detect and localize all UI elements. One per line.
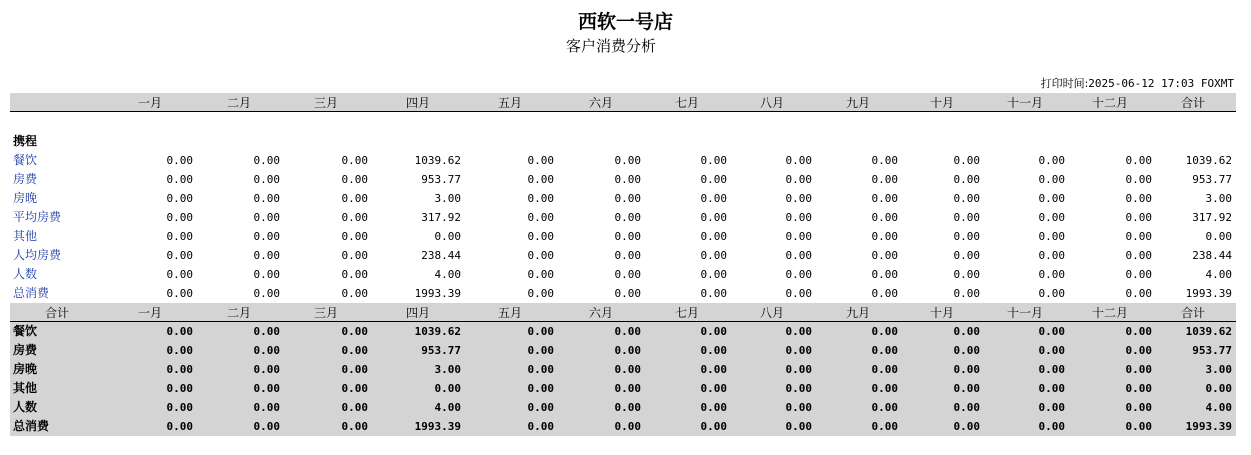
table-cell: 0.00 (614, 192, 641, 205)
table-cell: 0.00 (1125, 173, 1152, 186)
table-cell: 0.00 (1038, 325, 1065, 338)
table-cell: 0.00 (953, 211, 980, 224)
table-cell: 0.00 (527, 154, 554, 167)
table-cell: 0.00 (614, 344, 641, 357)
table-cell: 0.00 (700, 230, 727, 243)
table-cell: 0.00 (871, 325, 898, 338)
table-cell: 238.44 (421, 249, 461, 262)
header-month: 三月 (313, 96, 338, 110)
table-cell: 0.00 (785, 363, 812, 376)
row-label: 房晚 (13, 362, 38, 376)
table-cell: 0.00 (785, 230, 812, 243)
table-cell: 0.00 (785, 420, 812, 433)
table-cell: 0.00 (166, 268, 193, 281)
table-cell: 0.00 (953, 325, 980, 338)
print-time-label: 打印时间: (1040, 77, 1089, 90)
table-cell: 0.00 (614, 382, 641, 395)
table-cell: 0.00 (1125, 230, 1152, 243)
header-month: 一月 (137, 306, 162, 320)
table-cell: 0.00 (166, 211, 193, 224)
table-cell: 0.00 (341, 249, 368, 262)
print-time (1041, 77, 1234, 91)
table-cell: 0.00 (341, 363, 368, 376)
table-cell: 0.00 (700, 287, 727, 300)
table-cell: 0.00 (253, 173, 280, 186)
header-month: 八月 (759, 306, 784, 320)
header-total: 合计 (1180, 306, 1205, 320)
table-cell: 0.00 (166, 287, 193, 300)
table-cell: 953.77 (1192, 173, 1232, 186)
table-cell: 0.00 (871, 249, 898, 262)
table-cell: 0.00 (1038, 192, 1065, 205)
header-month: 七月 (674, 306, 699, 320)
table-cell: 0.00 (434, 382, 461, 395)
header-month: 十二月 (1091, 96, 1128, 110)
table-cell: 0.00 (1125, 363, 1152, 376)
table-cell: 1993.39 (1185, 287, 1232, 300)
table-cell: 0.00 (1038, 154, 1065, 167)
table-cell: 0.00 (341, 230, 368, 243)
header-month: 十二月 (1091, 306, 1128, 320)
header-month: 八月 (759, 96, 784, 110)
header-month: 四月 (405, 306, 430, 320)
table-cell: 0.00 (341, 287, 368, 300)
table-cell: 0.00 (785, 325, 812, 338)
row-label[interactable]: 平均房费 (13, 210, 62, 224)
table-cell: 0.00 (614, 249, 641, 262)
table-cell: 1993.39 (1185, 420, 1232, 433)
row-label: 房费 (13, 343, 38, 357)
table-cell: 0.00 (341, 401, 368, 414)
table-cell: 0.00 (871, 287, 898, 300)
table-cell: 0.00 (871, 363, 898, 376)
header-month: 十月 (929, 96, 954, 110)
table-cell: 0.00 (614, 211, 641, 224)
row-label[interactable]: 餐饮 (13, 153, 38, 167)
table-cell: 0.00 (871, 154, 898, 167)
table-cell: 3.00 (1205, 192, 1232, 205)
table-cell: 0.00 (527, 420, 554, 433)
table-cell: 0.00 (1125, 325, 1152, 338)
table-cell: 0.00 (527, 287, 554, 300)
table-cell: 0.00 (953, 192, 980, 205)
table-cell: 0.00 (1038, 287, 1065, 300)
table-cell: 317.92 (421, 211, 461, 224)
table-cell: 0.00 (953, 363, 980, 376)
table-cell: 0.00 (700, 325, 727, 338)
row-label[interactable]: 房晚 (13, 191, 38, 205)
table-cell: 0.00 (1125, 268, 1152, 281)
table-cell: 0.00 (253, 401, 280, 414)
table-cell: 0.00 (614, 268, 641, 281)
table-cell: 4.00 (434, 401, 461, 414)
table-cell: 0.00 (253, 211, 280, 224)
table-cell: 0.00 (953, 344, 980, 357)
table-cell: 0.00 (341, 268, 368, 281)
table-cell: 0.00 (166, 154, 193, 167)
table-cell: 0.00 (1205, 382, 1232, 395)
header-month: 七月 (674, 96, 699, 110)
header-month: 九月 (845, 96, 870, 110)
table-cell: 0.00 (166, 230, 193, 243)
table-cell: 317.92 (1192, 211, 1232, 224)
table-cell: 0.00 (785, 287, 812, 300)
table-cell: 0.00 (785, 401, 812, 414)
table-cell: 0.00 (1125, 382, 1152, 395)
table-cell: 0.00 (527, 363, 554, 376)
table-cell: 0.00 (871, 401, 898, 414)
table-cell: 0.00 (953, 401, 980, 414)
table-cell: 0.00 (1038, 230, 1065, 243)
table-cell: 0.00 (527, 325, 554, 338)
table-cell: 0.00 (953, 382, 980, 395)
table-cell: 0.00 (253, 192, 280, 205)
header-month: 五月 (497, 306, 522, 320)
table-cell: 0.00 (253, 363, 280, 376)
table-cell: 0.00 (166, 382, 193, 395)
table-cell: 0.00 (953, 249, 980, 262)
table-cell: 0.00 (341, 420, 368, 433)
table-cell: 0.00 (253, 230, 280, 243)
table-cell: 238.44 (1192, 249, 1232, 262)
table-cell: 0.00 (1125, 420, 1152, 433)
table-cell: 0.00 (1038, 211, 1065, 224)
table-cell: 0.00 (785, 154, 812, 167)
table-cell: 0.00 (785, 268, 812, 281)
table-cell: 953.77 (421, 344, 461, 357)
table-cell: 0.00 (253, 268, 280, 281)
row-label[interactable]: 总消费 (13, 286, 50, 300)
table-cell: 0.00 (871, 268, 898, 281)
table-cell: 1039.62 (414, 154, 461, 167)
table-cell: 0.00 (871, 344, 898, 357)
table-cell: 0.00 (871, 420, 898, 433)
table-cell: 1039.62 (414, 325, 461, 338)
table-cell: 0.00 (166, 249, 193, 262)
table-cell: 3.00 (1205, 363, 1232, 376)
print-time-value: 2025-06-12 17:03 FOXMT (1088, 77, 1234, 90)
table-cell: 0.00 (614, 287, 641, 300)
header-month: 二月 (226, 306, 251, 320)
row-label[interactable]: 其他 (13, 229, 38, 243)
table-cell: 0.00 (527, 268, 554, 281)
table-cell: 0.00 (253, 382, 280, 395)
table-cell: 0.00 (614, 325, 641, 338)
table-cell: 1993.39 (414, 420, 461, 433)
table-cell: 0.00 (1125, 287, 1152, 300)
table-cell: 0.00 (1125, 249, 1152, 262)
table-cell: 0.00 (700, 249, 727, 262)
table-cell: 0.00 (527, 344, 554, 357)
table-cell: 0.00 (700, 268, 727, 281)
table-cell: 0.00 (341, 192, 368, 205)
table-cell: 0.00 (1125, 154, 1152, 167)
table-cell: 0.00 (253, 325, 280, 338)
header-month: 五月 (497, 96, 522, 110)
table-cell: 0.00 (1038, 344, 1065, 357)
table-cell: 3.00 (434, 192, 461, 205)
table-cell: 1993.39 (414, 287, 461, 300)
table-cell: 0.00 (166, 344, 193, 357)
table-cell: 0.00 (166, 401, 193, 414)
table-cell: 4.00 (1205, 401, 1232, 414)
table-cell: 0.00 (1038, 382, 1065, 395)
table-cell: 0.00 (700, 420, 727, 433)
table-cell: 0.00 (953, 173, 980, 186)
table-cell: 0.00 (341, 325, 368, 338)
table-cell: 0.00 (785, 211, 812, 224)
table-cell: 0.00 (527, 230, 554, 243)
table-cell: 0.00 (341, 344, 368, 357)
table-cell: 0.00 (166, 192, 193, 205)
report-title: 西软一号店 (577, 11, 673, 33)
table-cell: 0.00 (1125, 211, 1152, 224)
table-cell: 0.00 (1038, 420, 1065, 433)
table-cell: 0.00 (614, 363, 641, 376)
table-cell: 0.00 (871, 382, 898, 395)
row-label[interactable]: 人数 (13, 267, 38, 281)
table-cell: 0.00 (700, 344, 727, 357)
table-cell: 0.00 (785, 382, 812, 395)
table-cell: 0.00 (700, 401, 727, 414)
header-month: 二月 (226, 96, 251, 110)
table-cell: 0.00 (341, 173, 368, 186)
row-label: 人数 (13, 400, 38, 414)
table-cell: 0.00 (700, 173, 727, 186)
header-total: 合计 (1180, 96, 1205, 110)
table-cell: 0.00 (871, 192, 898, 205)
table-cell: 0.00 (614, 401, 641, 414)
table-cell: 0.00 (1038, 363, 1065, 376)
table-cell: 0.00 (953, 420, 980, 433)
header-month: 六月 (588, 96, 613, 110)
section-label: 携程 (13, 134, 38, 148)
header-month: 十月 (929, 306, 954, 320)
table-cell: 0.00 (1205, 230, 1232, 243)
table-cell: 4.00 (1205, 268, 1232, 281)
header-month: 三月 (313, 306, 338, 320)
table-cell: 1039.62 (1185, 325, 1232, 338)
table-cell: 0.00 (871, 211, 898, 224)
header-month: 十一月 (1006, 96, 1043, 110)
table-cell: 0.00 (1038, 173, 1065, 186)
table-cell: 0.00 (253, 344, 280, 357)
table-cell: 0.00 (166, 173, 193, 186)
table-cell: 0.00 (527, 211, 554, 224)
table-cell: 0.00 (700, 211, 727, 224)
header-month: 十一月 (1006, 306, 1043, 320)
table-cell: 0.00 (614, 230, 641, 243)
row-label: 其他 (13, 381, 38, 395)
table-cell: 0.00 (253, 249, 280, 262)
table-cell: 0.00 (785, 344, 812, 357)
report-subtitle: 客户消费分析 (565, 37, 656, 55)
table-cell: 0.00 (785, 173, 812, 186)
table-cell: 3.00 (434, 363, 461, 376)
header-month: 六月 (588, 306, 613, 320)
table-cell: 953.77 (421, 173, 461, 186)
table-cell: 0.00 (614, 173, 641, 186)
table-cell: 0.00 (527, 382, 554, 395)
table-cell: 0.00 (953, 268, 980, 281)
table-cell: 0.00 (527, 249, 554, 262)
table-cell: 0.00 (700, 192, 727, 205)
table-cell: 0.00 (341, 382, 368, 395)
table-cell: 0.00 (1125, 401, 1152, 414)
row-label: 餐饮 (13, 324, 38, 338)
table-cell: 0.00 (341, 211, 368, 224)
table-cell: 0.00 (953, 154, 980, 167)
table-cell: 0.00 (434, 230, 461, 243)
table-cell: 0.00 (785, 249, 812, 262)
table-cell: 0.00 (785, 192, 812, 205)
table-cell: 0.00 (527, 401, 554, 414)
table-cell: 0.00 (253, 420, 280, 433)
table-cell: 0.00 (700, 154, 727, 167)
header-month: 四月 (405, 96, 430, 110)
table-cell: 0.00 (166, 363, 193, 376)
table-cell: 0.00 (614, 420, 641, 433)
table-cell: 0.00 (341, 154, 368, 167)
table-cell: 0.00 (871, 230, 898, 243)
table-cell: 4.00 (434, 268, 461, 281)
header-month: 九月 (845, 306, 870, 320)
table-cell: 0.00 (527, 192, 554, 205)
table-cell: 0.00 (1125, 192, 1152, 205)
table-cell: 0.00 (953, 230, 980, 243)
table-cell: 0.00 (871, 173, 898, 186)
table-cell: 0.00 (253, 287, 280, 300)
header-total-first: 合计 (44, 306, 69, 320)
table-cell: 0.00 (953, 287, 980, 300)
header-month: 一月 (137, 96, 162, 110)
table-cell: 0.00 (166, 325, 193, 338)
table-cell: 0.00 (1038, 401, 1065, 414)
table-cell: 0.00 (253, 154, 280, 167)
table-cell: 0.00 (1038, 249, 1065, 262)
table-cell: 0.00 (527, 173, 554, 186)
header-divider (10, 111, 1236, 112)
row-label[interactable]: 房费 (13, 172, 38, 186)
table-cell: 0.00 (166, 420, 193, 433)
table-cell: 0.00 (1038, 268, 1065, 281)
row-label: 总消费 (13, 419, 50, 433)
table-cell: 1039.62 (1185, 154, 1232, 167)
table-cell: 0.00 (1125, 344, 1152, 357)
table-cell: 953.77 (1192, 344, 1232, 357)
table-cell: 0.00 (614, 154, 641, 167)
table-cell: 0.00 (700, 382, 727, 395)
table-cell: 0.00 (700, 363, 727, 376)
row-label[interactable]: 人均房费 (13, 248, 62, 262)
